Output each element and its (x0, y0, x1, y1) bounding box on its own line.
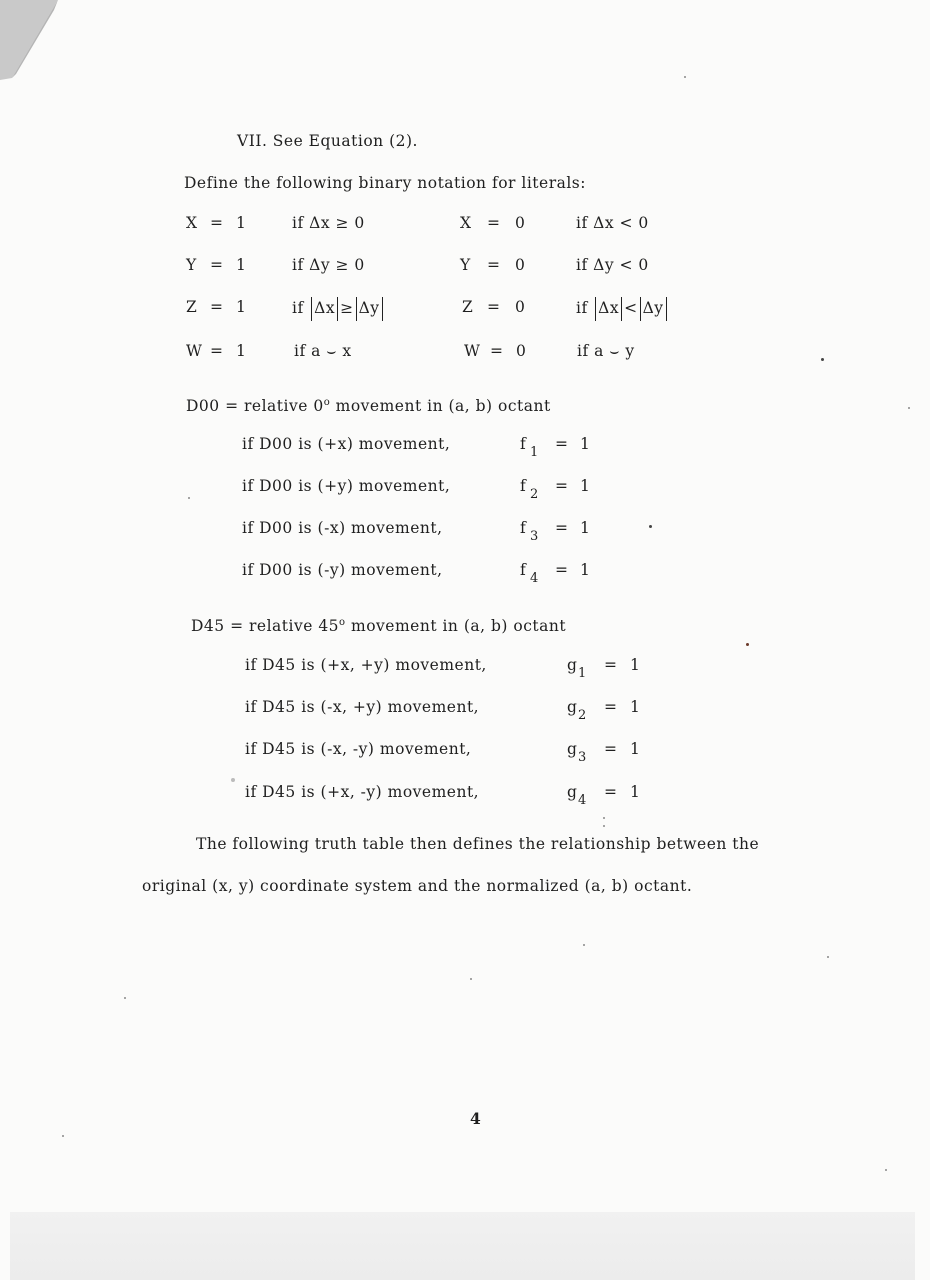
scan-speck (231, 778, 235, 782)
scan-speck (821, 358, 824, 361)
d45-definition: D45 = relative 45$^o$ movement in (a, b) octant (191, 617, 567, 636)
scan-speck (908, 407, 910, 409)
paragraph-line-2: original (x, y) coordinate system and the normalized (a, b) octant. (142, 877, 693, 895)
scan-speck (603, 817, 605, 819)
scan-speck (188, 497, 190, 499)
scan-speck (885, 1169, 887, 1171)
scan-speck (603, 825, 605, 827)
d00-definition: D00 = relative 0$^o$ movement in (a, b) octant (186, 397, 551, 416)
scan-speck (649, 525, 652, 528)
scan-speck (470, 978, 472, 980)
page-number: 4 (470, 1109, 482, 1128)
scan-speck (124, 997, 126, 999)
paragraph-line-1: The following truth table then defines the relationship between the (196, 835, 760, 853)
scan-speck (684, 76, 686, 78)
section-heading: VII. See Equation (2). (237, 132, 418, 150)
intro-text: Define the following binary notation for literals: (184, 174, 586, 192)
scan-speck (746, 643, 749, 646)
document-page: VII. See Equation (2). Define the following binary notation for literals: X = 1 if Δx ≥ 0 X = 0 if Δx < 0 Y = 1 if Δy ≥ 0 Y = 0 if Δy < 0 Z = 1 if Δx ≥ Δy Z = 0 if Δx < Δy W = 1 if a ⌣ x W = 0 if a ⌣ y D00 = relative 0$^o$ movement in (a, b) octant if D00 is (+x) movement, f 1 = 1 if D00 is (+y) movement, f 2 = 1 if D00 is (-x) movement, f 3 = 1 if D00 is (-y) movement, f 4 = 1 D45 = relative 45$^o$ movement in (a, b) octant if D45 is (+x, +y) movement, g 1 = 1 if D45 is (-x, +y) movement, g 2 = 1 if D45 is (-x, -y) movement, g 3 = 1 if D45 is (+x, -y) movement, g 4 = 1 The following truth table then defines the relationship between the original (x, y) coordinate system and the normalized (a, b) octant. 4 (0, 0, 930, 1280)
scan-speck (827, 956, 829, 958)
scan-speck (62, 1135, 64, 1137)
scan-bottom-shadow (10, 1212, 915, 1280)
scan-speck (583, 944, 585, 946)
folded-corner-mark (0, 0, 60, 80)
